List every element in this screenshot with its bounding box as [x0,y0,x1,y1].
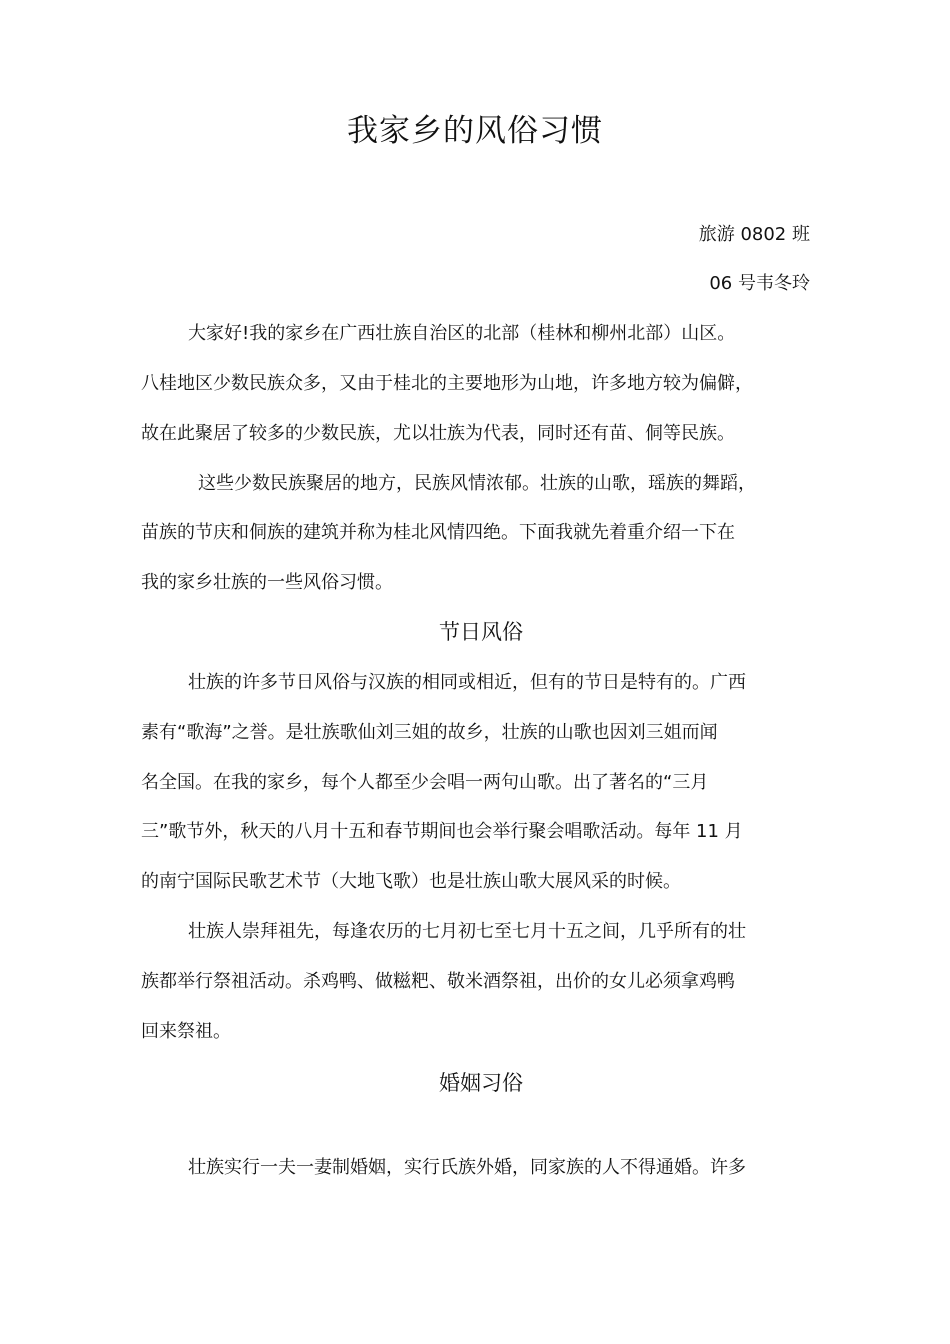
paragraph-line: 苗族的节庆和侗族的建筑并称为桂北风情四绝。下面我就先着重介绍一下在 [141,522,735,543]
paragraph-line: 大家好!我的家乡在广西壮族自治区的北部（桂林和柳州北部）山区。 [188,323,736,344]
paragraph-line: 我的家乡壮族的一些风俗习惯。 [141,572,393,593]
author-name: 06 号韦冬玲 [709,273,810,294]
paragraph-line: 这些少数民族聚居的地方，民族风情浓郁。壮族的山歌，瑶族的舞蹈， [198,473,756,494]
paragraph-line: 回来祭祖。 [141,1021,231,1042]
document-title: 我家乡的风俗习惯 [347,113,603,149]
paragraph-line: 的南宁国际民歌艺术节（大地飞歌）也是壮族山歌大展风采的时候。 [141,871,681,892]
paragraph-line: 壮族的许多节日风俗与汉族的相同或相近，但有的节日是特有的。广西 [188,672,746,693]
author-class: 旅游 0802 班 [698,224,810,245]
paragraph-line: 素有“歌海”之誉。是壮族歌仙刘三姐的故乡，壮族的山歌也因刘三姐而闻 [141,722,718,743]
section-heading-festival: 节日风俗 [439,620,523,644]
section-heading-marriage: 婚姻习俗 [439,1071,523,1095]
paragraph-line: 族都举行祭祖活动。杀鸡鸭、做糍粑、敬米酒祭祖，出价的女儿必须拿鸡鸭 [141,971,735,992]
paragraph-line: 八桂地区少数民族众多，又由于桂北的主要地形为山地，许多地方较为偏僻， [141,373,753,394]
paragraph-line: 壮族人崇拜祖先，每逢农历的七月初七至七月十五之间，几乎所有的壮 [188,921,746,942]
paragraph-line: 名全国。在我的家乡，每个人都至少会唱一两句山歌。出了著名的“三月 [141,772,709,793]
paragraph-line: 壮族实行一夫一妻制婚姻，实行氏族外婚，同家族的人不得通婚。许多 [188,1157,746,1178]
paragraph-line: 故在此聚居了较多的少数民族，尤以壮族为代表，同时还有苗、侗等民族。 [141,423,735,444]
paragraph-line: 三”歌节外，秋天的八月十五和春节期间也会举行聚会唱歌活动。每年 11 月 [141,821,743,842]
